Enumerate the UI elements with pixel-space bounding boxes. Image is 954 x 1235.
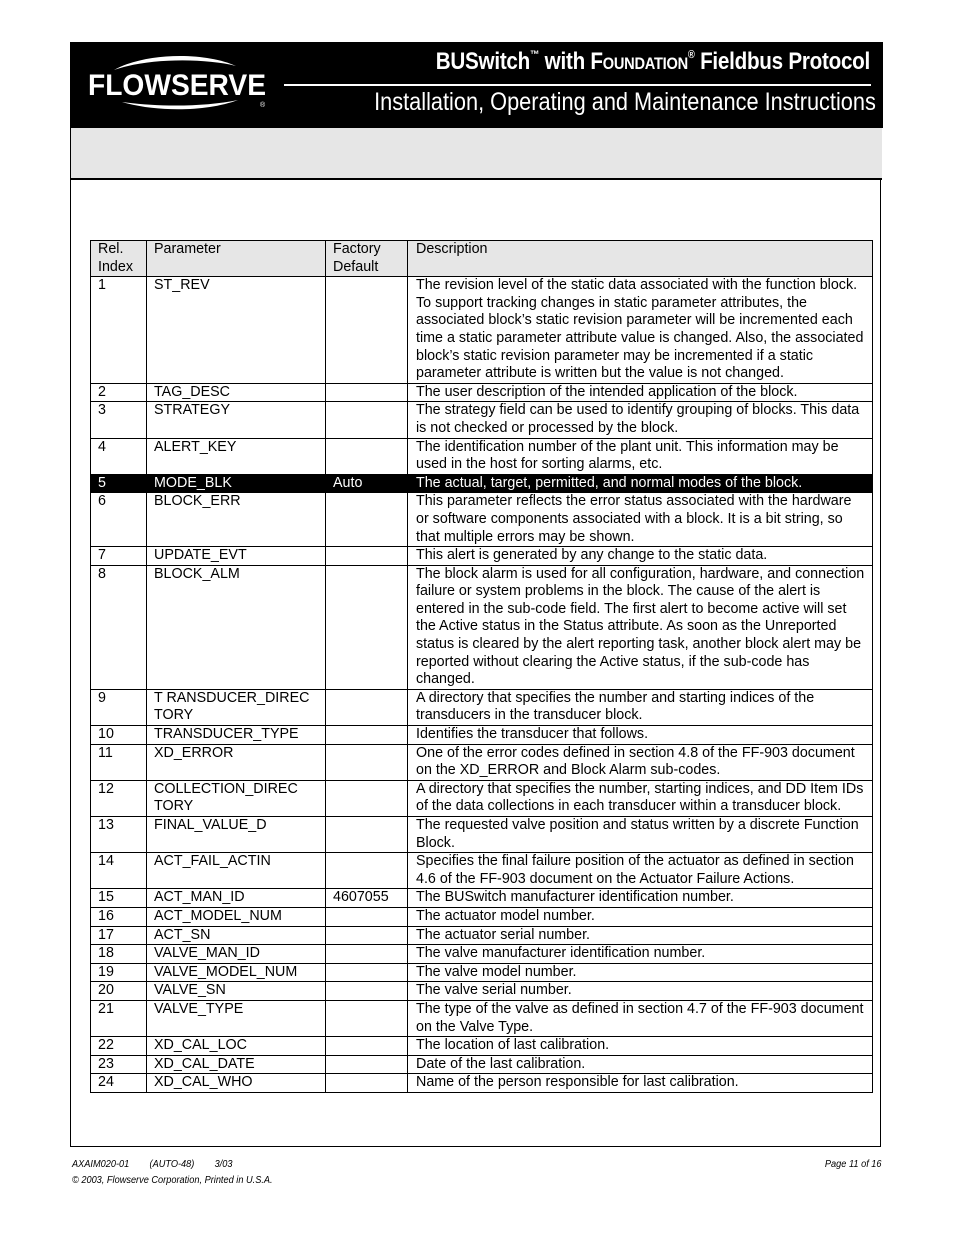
cell-parameter: MODE_BLK [147,474,326,493]
cell-index: 22 [91,1037,147,1056]
footer-copyright: © 2003, Flowserve Corporation, Printed in U.S.A. [72,1175,273,1186]
cell-default [326,438,408,474]
footer-doc-number: AXAIM020-01 [72,1159,130,1170]
header-index-line1: Rel. [98,241,124,257]
cell-description: Specifies the final failure position of the actuator as defined in section 4.6 of the FF-903 document on the Actuator Failure Actions. [408,853,873,889]
cell-default [326,926,408,945]
cell-parameter: BLOCK_ERR [147,493,326,547]
cell-default [326,277,408,384]
cell-index: 17 [91,926,147,945]
cell-index: 23 [91,1055,147,1074]
cell-index: 13 [91,817,147,853]
table-row [91,744,873,780]
cell-default [326,493,408,547]
cell-parameter: VALVE_MAN_ID [147,945,326,964]
cell-index: 10 [91,726,147,745]
cell-description: The valve model number. [408,963,873,982]
table-row [91,383,873,402]
section-band [71,128,882,180]
cell-index: 11 [91,744,147,780]
header-parameter: Parameter [147,241,326,277]
cell-parameter: ST_REV [147,277,326,384]
cell-description: This alert is generated by any change to the static data. [408,547,873,566]
cell-index: 19 [91,963,147,982]
cell-parameter: XD_ERROR [147,744,326,780]
table-row [91,547,873,566]
table-row [91,1000,873,1036]
cell-parameter: ACT_SN [147,926,326,945]
cell-description: A directory that specifies the number and starting indices of the transducers in the transducer block. [408,689,873,725]
cell-default [326,689,408,725]
table-row [91,1074,873,1093]
cell-description: The actuator model number. [408,907,873,926]
registered-symbol: ® [687,49,695,61]
table-row [91,982,873,1001]
cell-index: 3 [91,402,147,438]
cell-description: A directory that specifies the number, starting indices, and DD Item IDs of the data collections in each transducer within a transducer block. [408,780,873,816]
cell-default [326,383,408,402]
header-index [91,241,147,277]
cell-description: The location of last calibration. [408,1037,873,1056]
cell-parameter: VALVE_TYPE [147,1000,326,1036]
table-row [91,1055,873,1074]
cell-default [326,402,408,438]
cell-parameter: STRATEGY [147,402,326,438]
table-row [91,689,873,725]
cell-parameter: XD_CAL_LOC [147,1037,326,1056]
cell-index: 15 [91,889,147,908]
cell-index: 9 [91,689,147,725]
cell-default [326,945,408,964]
cell-index: 16 [91,907,147,926]
cell-parameter: ACT_FAIL_ACTIN [147,853,326,889]
cell-index: 7 [91,547,147,566]
cell-default [326,817,408,853]
header-default-line1: Factory [333,241,381,257]
table-row [91,402,873,438]
cell-description: The block alarm is used for all configuration, hardware, and connection failure or system problems in the block. The cause of the alert is entered in the sub-code field. The first alert to become active will set the Active status in the Status attribute. As soon as the Unreported status is cleared by the alert reporting task, another block alert may be reported without clearing the Active status, if the sub-code has changed. [408,565,873,689]
cell-default [326,1074,408,1093]
title-protocol: Fieldbus Protocol [694,48,870,75]
cell-index: 8 [91,565,147,689]
trademark-symbol: ™ [530,49,540,61]
parameter-table [90,240,873,1093]
cell-index: 21 [91,1000,147,1036]
cell-description: The actual, target, permitted, and normal modes of the block. [408,474,873,493]
cell-default [326,853,408,889]
table-row [91,1037,873,1056]
cell-default [326,726,408,745]
cell-description: The requested valve position and status written by a discrete Function Block. [408,817,873,853]
title-divider [284,84,871,86]
header-default [326,241,408,277]
cell-default [326,1000,408,1036]
cell-default [326,982,408,1001]
cell-default [326,1037,408,1056]
cell-parameter: ALERT_KEY [147,438,326,474]
table-row [91,963,873,982]
cell-default [326,963,408,982]
table-row [91,474,873,493]
cell-index: 5 [91,474,147,493]
logo-swoosh-top [114,56,236,70]
cell-description: The valve serial number. [408,982,873,1001]
cell-description: The actuator serial number. [408,926,873,945]
table-row [91,853,873,889]
cell-description: The user description of the intended application of the block. [408,383,873,402]
cell-description: The revision level of the static data associated with the function block. To support tracking changes in static parameter attributes, the associated block’s static revision parameter will be incremented each time a static parameter attribute value is changed. Also, the associated block’s static revision parameter may be incremented if a static parameter attribute is written but the value is not changed. [408,277,873,384]
cell-default [326,1055,408,1074]
table-row [91,889,873,908]
title-with: with F [539,48,603,75]
title-foundation: OUNDATION [602,54,688,73]
logo-text: FLOWSERVE [88,69,266,102]
footer-date: 3/03 [214,1159,233,1170]
cell-description: Identifies the transducer that follows. [408,726,873,745]
footer-page-number: Page 11 of 16 [825,1159,882,1170]
cell-index: 14 [91,853,147,889]
table-row [91,277,873,384]
cell-index: 2 [91,383,147,402]
table-row [91,780,873,816]
cell-index: 20 [91,982,147,1001]
cell-parameter: XD_CAL_DATE [147,1055,326,1074]
cell-parameter: XD_CAL_WHO [147,1074,326,1093]
cell-default: 4607055 [326,889,408,908]
cell-index: 12 [91,780,147,816]
footer-left [72,1157,273,1189]
header-description: Description [408,241,873,277]
table-header-row [91,241,873,277]
cell-parameter: TRANSDUCER_TYPE [147,726,326,745]
footer-model: (AUTO-48) [149,1159,195,1170]
cell-index: 6 [91,493,147,547]
cell-index: 18 [91,945,147,964]
table-row [91,438,873,474]
cell-default [326,780,408,816]
cell-index: 24 [91,1074,147,1093]
document-subtitle: Installation, Operating and Maintenance Instructions [374,88,876,116]
table-row [91,726,873,745]
cell-parameter: ACT_MODEL_NUM [147,907,326,926]
logo-registered-mark: ® [260,102,266,109]
cell-parameter: BLOCK_ALM [147,565,326,689]
header-index-line2: Index [98,258,133,275]
cell-description: Name of the person responsible for last calibration. [408,1074,873,1093]
table-row [91,493,873,547]
cell-description: The valve manufacturer identification number. [408,945,873,964]
table-row [91,565,873,689]
cell-parameter: VALVE_SN [147,982,326,1001]
table-row [91,907,873,926]
cell-parameter: VALVE_MODEL_NUM [147,963,326,982]
cell-description: The type of the valve as defined in section 4.7 of the FF-903 document on the Valve Type. [408,1000,873,1036]
cell-description: Date of the last calibration. [408,1055,873,1074]
cell-parameter: TAG_DESC [147,383,326,402]
cell-description: The strategy field can be used to identify grouping of blocks. This data is not checked or processed by the block. [408,402,873,438]
cell-description: This parameter reflects the error status associated with the hardware or software components associated with a block. It is a bit string, so that multiple errors may be shown. [408,493,873,547]
cell-default [326,907,408,926]
header-default-line2: Default [333,258,379,275]
cell-parameter: COLLECTION_DIREC TORY [147,780,326,816]
cell-default [326,565,408,689]
document-title [414,48,870,76]
table-row [91,817,873,853]
cell-description: The identification number of the plant unit. This information may be used in the host for sorting alarms, etc. [408,438,873,474]
table-row [91,945,873,964]
cell-parameter: UPDATE_EVT [147,547,326,566]
cell-description: The BUSwitch manufacturer identification number. [408,889,873,908]
title-product: BUSwitch [435,48,531,75]
cell-default: Auto [326,474,408,493]
cell-default [326,547,408,566]
cell-parameter: FINAL_VALUE_D [147,817,326,853]
flowserve-logo [86,52,270,112]
cell-parameter: ACT_MAN_ID [147,889,326,908]
cell-index: 4 [91,438,147,474]
cell-index: 1 [91,277,147,384]
cell-description: One of the error codes defined in section 4.8 of the FF-903 document on the XD_ERROR and Block Alarm sub-codes. [408,744,873,780]
cell-default [326,744,408,780]
table-row [91,926,873,945]
cell-parameter: T RANSDUCER_DIREC TORY [147,689,326,725]
